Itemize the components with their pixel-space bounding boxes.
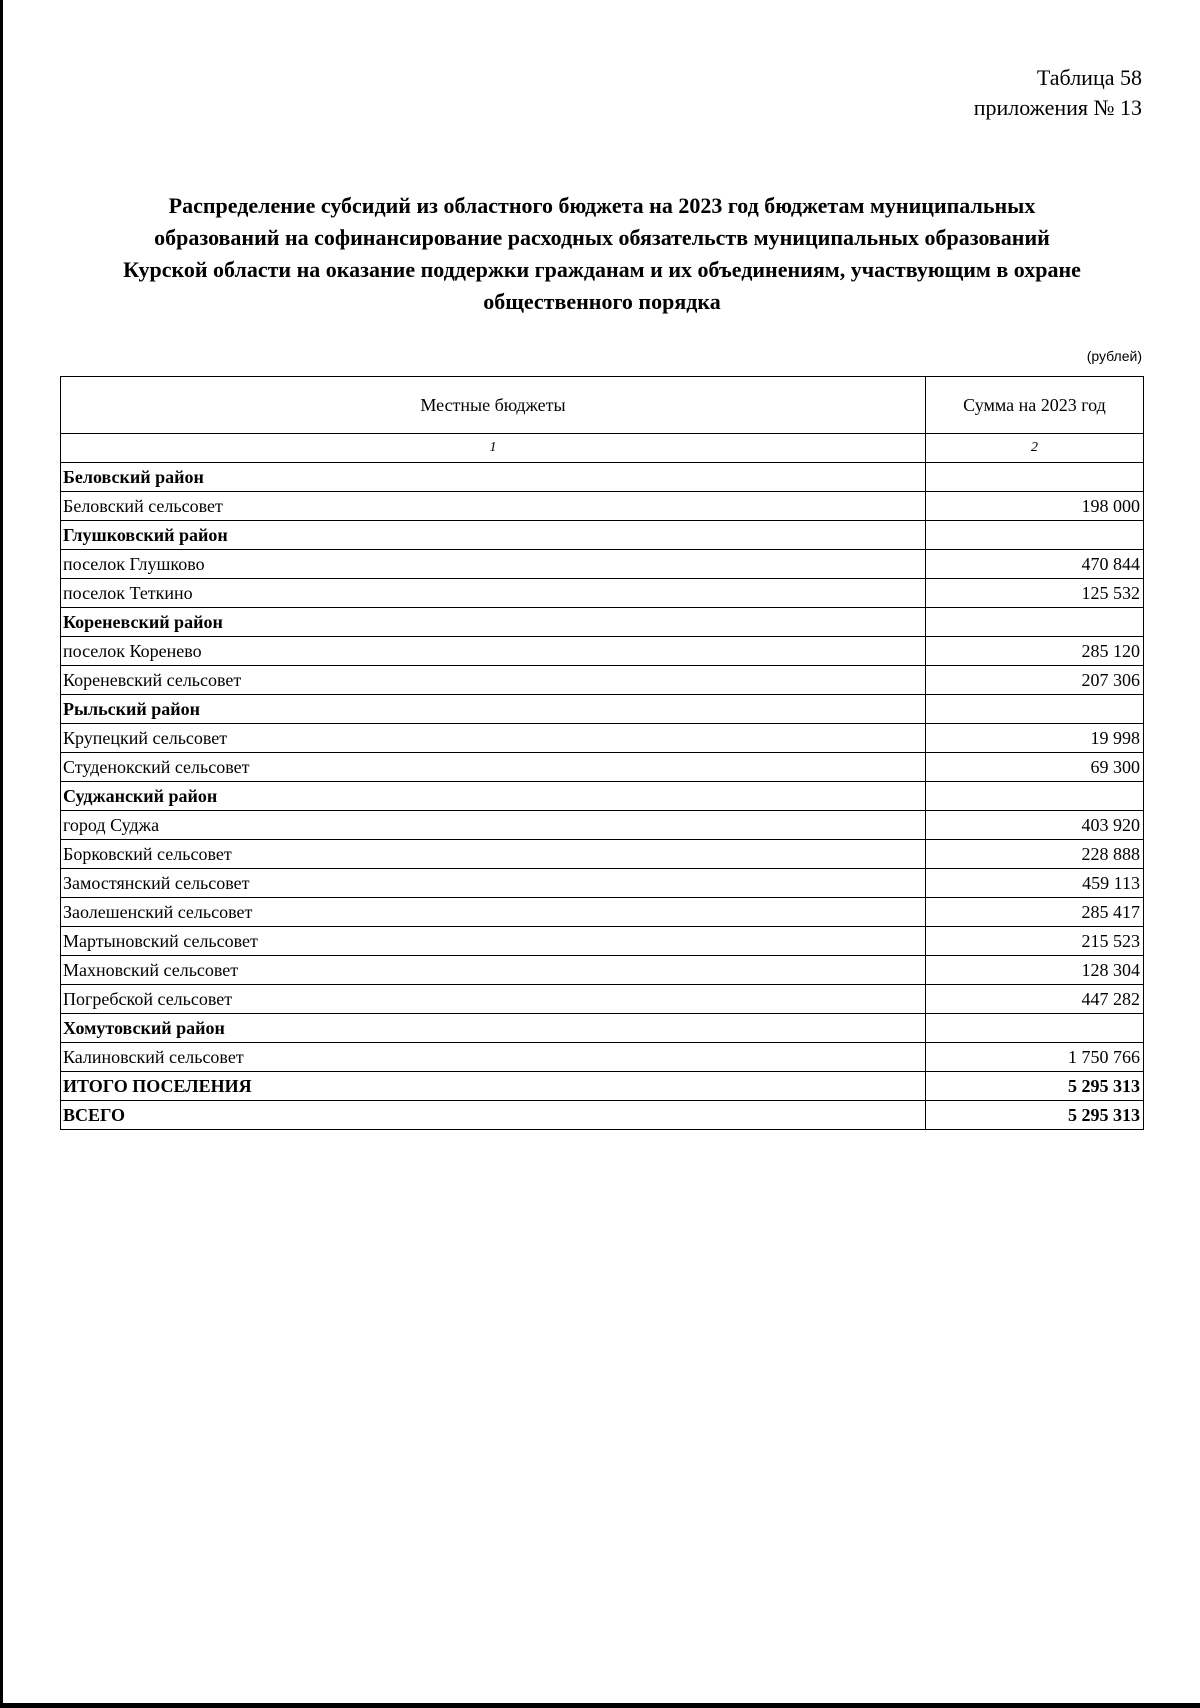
column-header-budgets: Местные бюджеты (61, 377, 926, 434)
row-name: город Суджа (61, 811, 926, 840)
row-amount (926, 782, 1144, 811)
district-row (61, 608, 1144, 637)
table-number: Таблица 58 (1036, 65, 1142, 90)
column-number-row (61, 434, 1144, 463)
table-row (61, 1043, 1144, 1072)
row-amount: 403 920 (926, 811, 1144, 840)
row-name: Махновский сельсовет (61, 956, 926, 985)
row-amount: 228 888 (926, 840, 1144, 869)
column-number-2: 2 (926, 434, 1144, 463)
table-row (61, 753, 1144, 782)
title-line: Распределение субсидий из областного бюджета на 2023 год бюджетам муниципальных (168, 193, 1036, 218)
table-row (61, 492, 1144, 521)
district-row (61, 1014, 1144, 1043)
table-row (61, 637, 1144, 666)
row-amount (926, 1014, 1144, 1043)
row-amount: 128 304 (926, 956, 1144, 985)
row-amount: 69 300 (926, 753, 1144, 782)
title-line: общественного порядка (483, 289, 721, 314)
row-name: Суджанский район (61, 782, 926, 811)
row-name: Студенокский сельсовет (61, 753, 926, 782)
table-row (61, 579, 1144, 608)
row-name: Беловский сельсовет (61, 492, 926, 521)
row-name: Крупецкий сельсовет (61, 724, 926, 753)
district-row (61, 782, 1144, 811)
district-row (61, 695, 1144, 724)
table-header-row (61, 377, 1144, 434)
row-amount: 447 282 (926, 985, 1144, 1014)
row-amount (926, 521, 1144, 550)
column-header-amount: Сумма на 2023 год (926, 377, 1144, 434)
table-row (61, 666, 1144, 695)
row-name: Хомутовский район (61, 1014, 926, 1043)
table-row (61, 840, 1144, 869)
row-amount: 5 295 313 (926, 1101, 1144, 1130)
row-name: Замостянский сельсовет (61, 869, 926, 898)
row-name: Беловский район (61, 463, 926, 492)
row-name: ВСЕГО (61, 1101, 926, 1130)
row-name: поселок Теткино (61, 579, 926, 608)
row-amount: 285 417 (926, 898, 1144, 927)
table-row (61, 811, 1144, 840)
district-row (61, 463, 1144, 492)
table-row (61, 550, 1144, 579)
row-amount: 285 120 (926, 637, 1144, 666)
table-row (61, 724, 1144, 753)
budget-table (60, 376, 1144, 1130)
row-name: ИТОГО ПОСЕЛЕНИЯ (61, 1072, 926, 1101)
table-row (61, 956, 1144, 985)
district-row (61, 521, 1144, 550)
row-amount: 1 750 766 (926, 1043, 1144, 1072)
title-line: Курской области на оказание поддержки гражданам и их объединениям, участвующим в охране (123, 257, 1081, 282)
row-name: поселок Глушково (61, 550, 926, 579)
table-row (61, 927, 1144, 956)
table-row (61, 985, 1144, 1014)
row-amount (926, 608, 1144, 637)
row-name: Калиновский сельсовет (61, 1043, 926, 1072)
row-amount: 5 295 313 (926, 1072, 1144, 1101)
row-name: Рыльский район (61, 695, 926, 724)
row-amount: 470 844 (926, 550, 1144, 579)
row-amount: 459 113 (926, 869, 1144, 898)
column-number-1: 1 (61, 434, 926, 463)
currency-unit: (рублей) (1086, 348, 1142, 364)
appendix-number: приложения № 13 (973, 95, 1142, 120)
row-amount: 198 000 (926, 492, 1144, 521)
total-row (61, 1101, 1144, 1130)
row-name: Мартыновский сельсовет (61, 927, 926, 956)
scan-edge-bottom (0, 1703, 1200, 1708)
row-name: Погребской сельсовет (61, 985, 926, 1014)
row-amount: 215 523 (926, 927, 1144, 956)
row-name: Глушковский район (61, 521, 926, 550)
table-reference (974, 63, 1142, 123)
table-row (61, 869, 1144, 898)
row-amount: 125 532 (926, 579, 1144, 608)
document-title (60, 190, 1144, 318)
row-amount (926, 695, 1144, 724)
row-name: поселок Коренево (61, 637, 926, 666)
row-amount: 19 998 (926, 724, 1144, 753)
row-amount: 207 306 (926, 666, 1144, 695)
row-name: Кореневский район (61, 608, 926, 637)
title-line: образований на софинансирование расходных обязательств муниципальных образований (154, 225, 1050, 250)
row-name: Кореневский сельсовет (61, 666, 926, 695)
table-row (61, 898, 1144, 927)
scan-edge-left (0, 0, 3, 1708)
row-name: Борковский сельсовет (61, 840, 926, 869)
row-name: Заолешенский сельсовет (61, 898, 926, 927)
row-amount (926, 463, 1144, 492)
total-row (61, 1072, 1144, 1101)
